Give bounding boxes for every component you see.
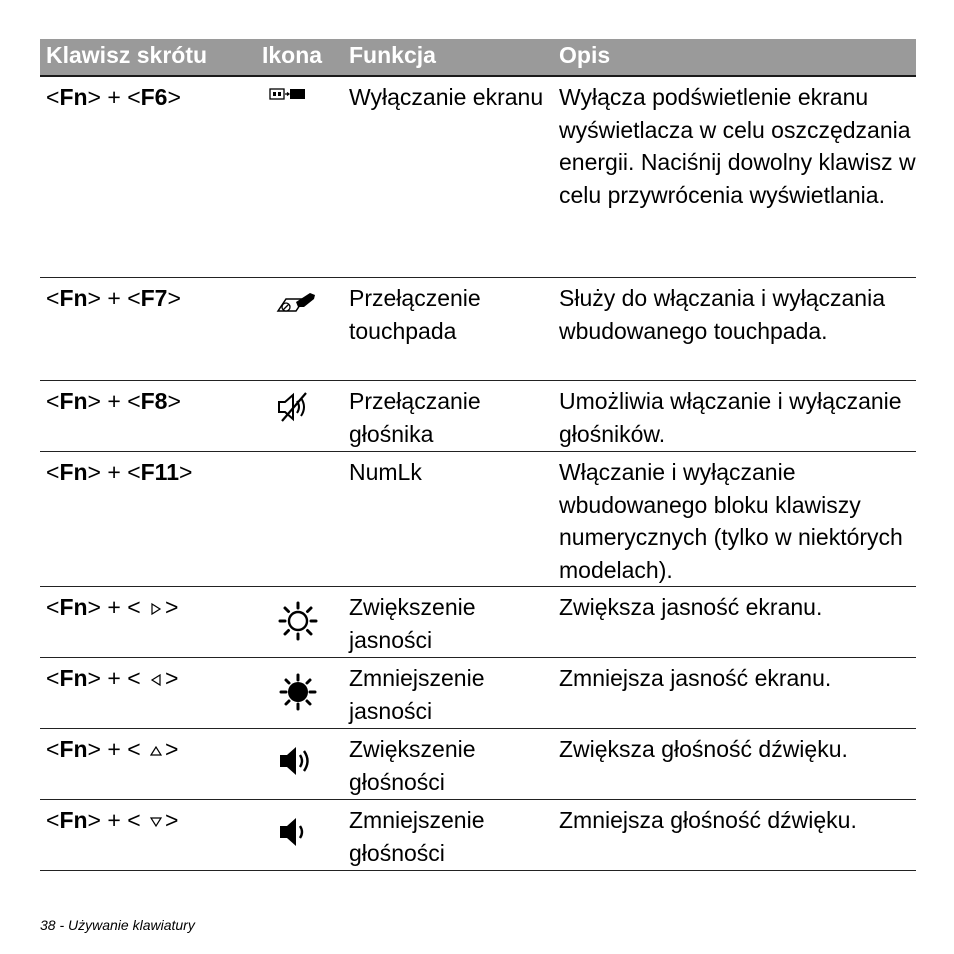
display-off-icon (269, 86, 319, 102)
page-footer: 38 - Używanie klawiatury (40, 917, 195, 933)
volume-down-icon (278, 814, 328, 850)
shortcut: <Fn> + < > (46, 594, 179, 620)
header-shortcut: Klawisz skrótu (46, 42, 208, 68)
volume-up-icon (278, 743, 328, 779)
description: Włączanie i wyłączanie wbudowanego bloku klawiszy numerycznych (tylko w niektórych modelach). (559, 459, 903, 583)
function-label: Wyłączanie ekranu (349, 84, 544, 110)
description: Wyłącza podświetlenie ekranu wyświetlacza w celu oszczędzania energii. Naciśnij dowolny klawisz w celu przywrócenia wyświetlania. (559, 84, 916, 208)
function-label: Zmniejszenie głośności (349, 807, 485, 866)
function-label: NumLk (349, 459, 422, 485)
speaker-mute-icon (276, 390, 326, 424)
table-row (40, 77, 916, 278)
description: Zwiększa jasność ekranu. (559, 594, 823, 620)
shortcut: <Fn> + < > (46, 736, 179, 762)
function-label: Przełączenie touchpada (349, 285, 481, 344)
table-row (40, 452, 916, 587)
table-header (40, 39, 916, 77)
brightness-down-icon (278, 672, 328, 712)
arrow-right-icon (149, 602, 163, 616)
function-label: Zwiększenie głośności (349, 736, 476, 795)
arrow-left-icon (149, 673, 163, 687)
header-description: Opis (559, 42, 611, 68)
description: Służy do włączania i wyłączania wbudowanego touchpada. (559, 285, 885, 344)
table-row (40, 278, 916, 381)
shortcut: <Fn> + <F11> (46, 459, 193, 485)
description: Zmniejsza głośność dźwięku. (559, 807, 857, 833)
table-row (40, 800, 916, 871)
function-label: Przełączanie głośnika (349, 388, 481, 447)
table-row (40, 729, 916, 800)
shortcut: <Fn> + < > (46, 807, 179, 833)
description: Zwiększa głośność dźwięku. (559, 736, 848, 762)
hotkey-table (40, 39, 916, 871)
shortcut: <Fn> + <F7> (46, 285, 181, 311)
description: Zmniejsza jasność ekranu. (559, 665, 832, 691)
table-row (40, 658, 916, 729)
header-icon: Ikona (262, 42, 323, 68)
arrow-down-icon (149, 815, 163, 829)
shortcut: <Fn> + < > (46, 665, 179, 691)
shortcut: <Fn> + <F6> (46, 84, 181, 110)
table-row (40, 587, 916, 658)
table-row (40, 381, 916, 452)
touchpad-toggle-icon (274, 287, 324, 317)
function-label: Zmniejszenie jasności (349, 665, 485, 724)
description: Umożliwia włączanie i wyłączanie głośników. (559, 388, 902, 447)
function-label: Zwiększenie jasności (349, 594, 476, 653)
shortcut: <Fn> + <F8> (46, 388, 181, 414)
arrow-up-icon (149, 744, 163, 758)
header-function: Funkcja (349, 42, 436, 68)
brightness-up-icon (278, 601, 328, 641)
